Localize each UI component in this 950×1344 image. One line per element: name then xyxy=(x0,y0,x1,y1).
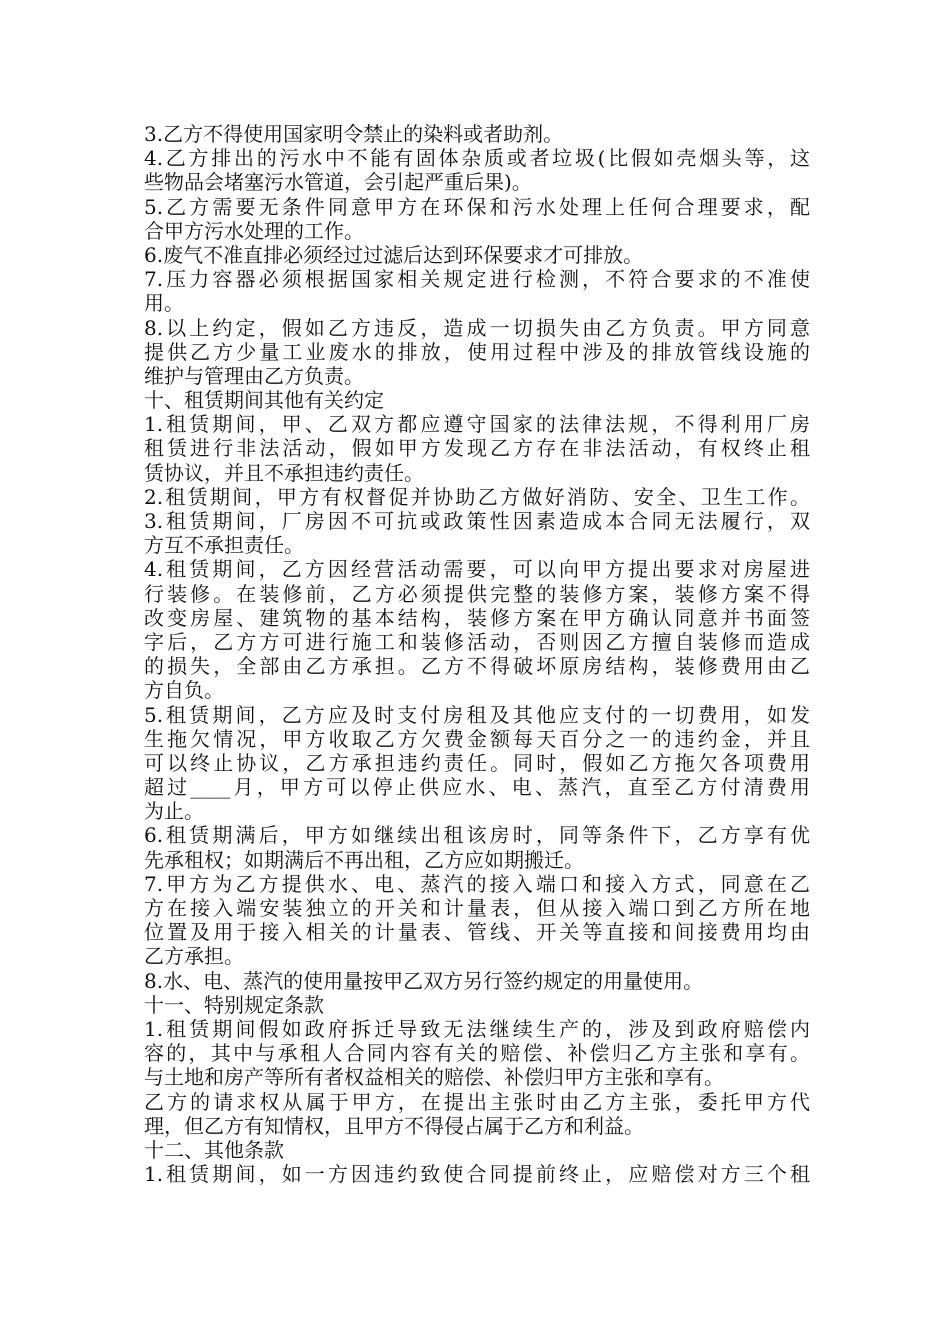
text-line: 与土地和房产等所有者权益相关的赔偿、补偿归甲方主张和享有。 xyxy=(144,1065,724,1090)
text-line: 先承租权；如期满后不再出租，乙方应如期搬迁。 xyxy=(144,847,584,872)
document-body xyxy=(144,122,810,1186)
text-line: 乙方的请求权从属于甲方，在提出主张时由乙方主张，委托甲方代 xyxy=(144,1089,810,1114)
text-line: 为止。 xyxy=(144,799,204,824)
text-line: 4.租赁期间，乙方因经营活动需要，可以向甲方提出要求对房屋进 xyxy=(144,557,810,582)
text-line: 生拖欠情况，甲方收取乙方欠费金额每天百分之一的违约金，并且 xyxy=(144,726,810,751)
text-line: 些物品会堵塞污水管道，会引起严重后果)。 xyxy=(144,170,532,195)
text-line: 行装修。在装修前，乙方必须提供完整的装修方案，装修方案不得 xyxy=(144,581,810,606)
text-line: 5.乙方需要无条件同意甲方在环保和污水处理上任何合理要求，配 xyxy=(144,194,810,219)
text-line: 方自负。 xyxy=(144,678,224,703)
text-line: 3.租赁期间，厂房因不可抗或政策性因素造成本合同无法履行，双 xyxy=(144,509,810,533)
text-line: 7.压力容器必须根据国家相关规定进行检测，不符合要求的不准使 xyxy=(144,267,810,292)
text-line: 超过____月，甲方可以停止供应水、电、蒸汽，直至乙方付清费用 xyxy=(144,775,810,800)
text-line: 维护与管理由乙方负责。 xyxy=(144,363,364,388)
text-line: 容的，其中与承租人合同内容有关的赔偿、补偿归乙方主张和享有。 xyxy=(144,1041,810,1066)
text-line: 改变房屋、建筑物的基本结构，装修方案在甲方确认同意并书面签 xyxy=(144,605,810,630)
text-line: 1.租赁期间，甲、乙双方都应遵守国家的法律法规，不得利用厂房 xyxy=(144,412,810,437)
text-line: 方互不承担责任。 xyxy=(144,533,304,558)
text-line: 1.租赁期间假如政府拆迁导致无法继续生产的，涉及到政府赔偿内 xyxy=(144,1016,810,1041)
text-line: 乙方承担。 xyxy=(144,944,244,969)
text-line: 字后，乙方方可进行施工和装修活动，否则因乙方擅自装修而造成 xyxy=(144,629,810,654)
text-line: 的损失，全部由乙方承担。乙方不得破坏原房结构，装修费用由乙 xyxy=(144,654,810,679)
text-line: 6.废气不准直排必须经过过滤后达到环保要求才可排放。 xyxy=(144,242,644,267)
text-line: 3.乙方不得使用国家明令禁止的染料或者助剂。 xyxy=(144,122,564,146)
text-line: 7.甲方为乙方提供水、电、蒸汽的接入端口和接入方式，同意在乙 xyxy=(144,871,810,896)
text-line: 十二、其他条款 xyxy=(144,1137,284,1162)
text-line: 位置及用于接入相关的计量表、管线、开关等直接和间接费用均由 xyxy=(144,920,810,945)
text-line: 6.租赁期满后，甲方如继续出租该房时，同等条件下，乙方享有优 xyxy=(144,823,810,848)
text-line: 合甲方污水处理的工作。 xyxy=(144,218,364,243)
text-line: 租赁进行非法活动，假如甲方发现乙方存在非法活动，有权终止租 xyxy=(144,436,810,461)
text-line: 提供乙方少量工业废水的排放，使用过程中涉及的排放管线设施的 xyxy=(144,339,810,364)
text-line: 8.水、电、蒸汽的使用量按甲乙双方另行签约规定的用量使用。 xyxy=(144,968,704,993)
text-line: 8.以上约定，假如乙方违反，造成一切损失由乙方负责。甲方同意 xyxy=(144,315,810,340)
text-line: 5.租赁期间，乙方应及时支付房租及其他应支付的一切费用，如发 xyxy=(144,702,810,727)
text-line: 方在接入端安装独立的开关和计量表，但从接入端口到乙方所在地 xyxy=(144,896,810,920)
text-line: 可以终止协议，乙方承担违约责任。同时，假如乙方拖欠各项费用 xyxy=(144,750,810,775)
text-line: 2.租赁期间，甲方有权督促并协助乙方做好消防、安全、卫生工作。 xyxy=(144,484,810,509)
text-line: 十一、特别规定条款 xyxy=(144,992,324,1017)
text-line: 用。 xyxy=(144,291,184,316)
text-line: 十、租赁期间其他有关约定 xyxy=(144,388,384,413)
text-line: 1.租赁期间，如一方因违约致使合同提前终止，应赔偿对方三个租 xyxy=(144,1162,810,1187)
text-line: 4.乙方排出的污水中不能有固体杂质或者垃圾(比假如壳烟头等，这 xyxy=(144,146,810,171)
text-line: 赁协议，并且不承担违约责任。 xyxy=(144,460,424,485)
text-line: 理，但乙方有知情权，且甲方不得侵占属于乙方和利益。 xyxy=(144,1113,644,1138)
